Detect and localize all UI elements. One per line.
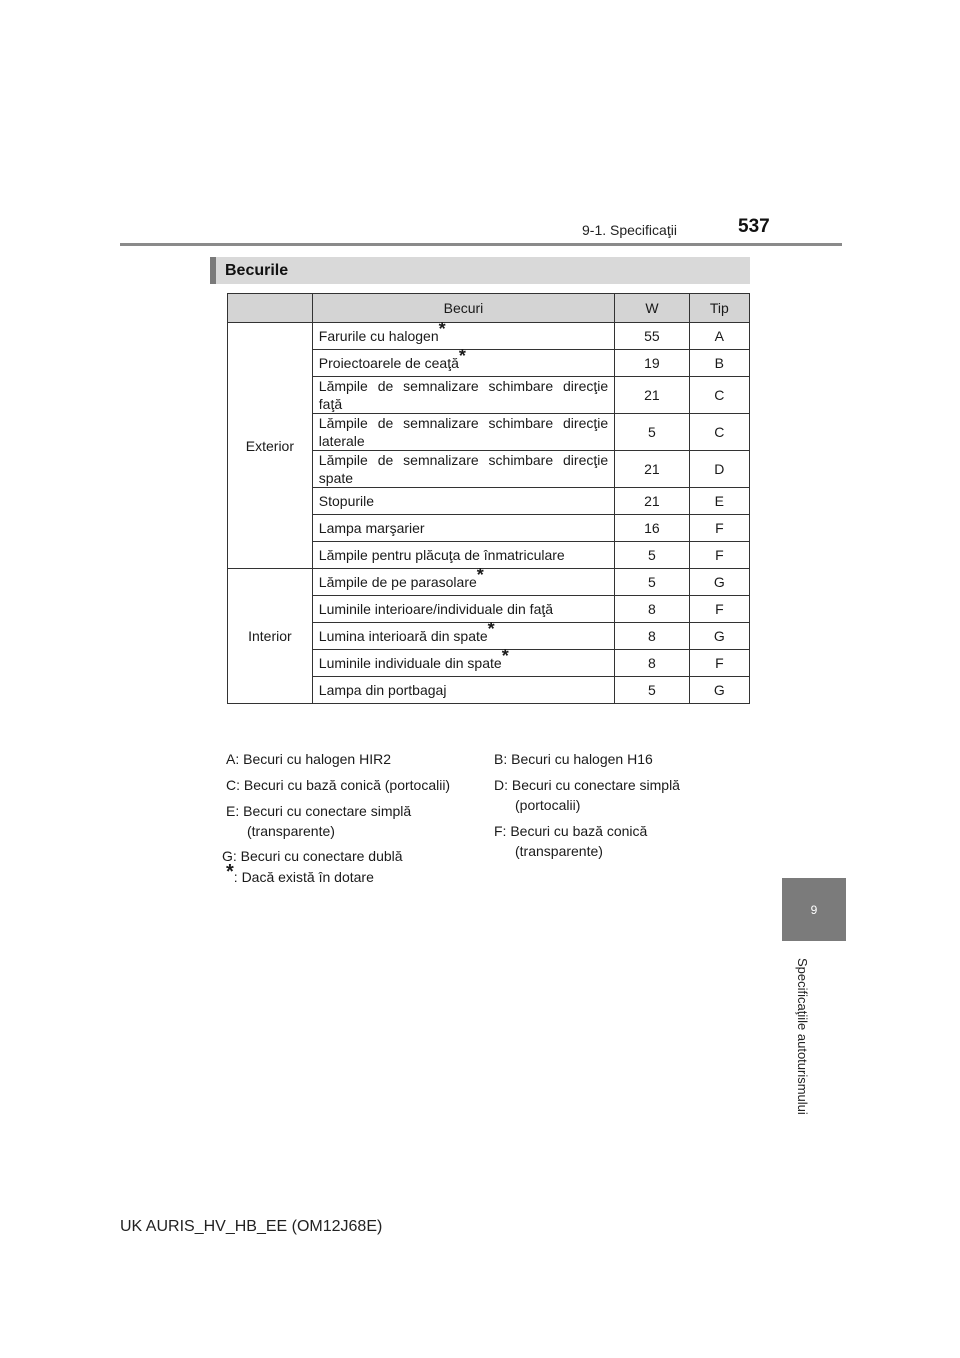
wattage-cell: 21 [615, 488, 690, 515]
wattage-cell: 8 [615, 623, 690, 650]
legend-c: C: Becuri cu bază conică (portocalii) [226, 777, 451, 793]
wattage-cell: 21 [615, 377, 690, 414]
legend-e-line1: E: Becuri cu conectare simplă [226, 803, 412, 819]
chapter-number: 9 [810, 902, 818, 917]
bulb-name-cell [312, 646, 614, 677]
legend-d-line1: D: Becuri cu conectare simplă [494, 777, 680, 793]
legend-f-line1: F: Becuri cu bază conică [494, 823, 648, 839]
table-row [228, 569, 750, 596]
bulbs-table [227, 293, 750, 704]
bulb-name: Farurile cu halogen [318, 328, 439, 344]
chapter-label: Specificaţiile autoturismului [795, 958, 810, 1115]
bulb-name-cell [312, 619, 614, 650]
footnote-marker: * [438, 319, 446, 339]
group-label: Interior [228, 569, 313, 704]
footnote-marker: * [476, 565, 484, 585]
header-group [228, 294, 313, 323]
wattage-cell: 5 [615, 542, 690, 569]
bulb-name: Proiectoarele de ceaţă [318, 355, 459, 371]
table-row [228, 323, 750, 350]
wattage-cell: 19 [615, 350, 690, 377]
footnote-marker: * [501, 646, 509, 666]
bulb-name: Lămpile de semnalizare schimbare direcţie laterale [318, 415, 609, 449]
bulb-name: Lămpile de pe parasolare [318, 574, 477, 590]
bulb-name: Stopurile [318, 493, 375, 509]
type-cell: E [689, 488, 749, 515]
header-type: Tip [689, 294, 749, 323]
footnote-text: : Dacă există în dotare [233, 869, 374, 885]
bulb-name-cell [312, 542, 614, 569]
chapter-tab[interactable] [782, 878, 846, 941]
bulb-name-cell [312, 377, 614, 414]
legend-f [494, 821, 647, 861]
wattage-cell: 21 [615, 451, 690, 488]
type-cell: G [689, 677, 749, 704]
bulb-name: Lămpile pentru plăcuţa de înmatriculare [318, 547, 565, 563]
footnote-marker: * [458, 346, 466, 366]
legend-g: G: Becuri cu conectare dublă [222, 848, 403, 864]
bulb-name-cell [312, 414, 614, 451]
bulb-name: Luminile interioare/individuale din faţă [318, 601, 554, 617]
type-cell: A [689, 323, 749, 350]
bulb-name: Lumina interioară din spate [318, 628, 488, 644]
type-cell: C [689, 414, 749, 451]
type-cell: G [689, 623, 749, 650]
legend-d [494, 775, 680, 815]
bulb-name: Lampa marşarier [318, 520, 425, 536]
page-number: 537 [738, 216, 770, 237]
type-cell: G [689, 569, 749, 596]
bulb-name-cell [312, 565, 614, 596]
bulb-name-cell [312, 596, 614, 623]
bulb-name: Lămpile de semnalizare schimbare direcţie faţă [318, 378, 609, 412]
footnote-marker: * [487, 619, 495, 639]
header-bulbs: Becuri [312, 294, 614, 323]
header-watt: W [615, 294, 690, 323]
section-title: Becurile [210, 257, 750, 284]
wattage-cell: 55 [615, 323, 690, 350]
type-cell: D [689, 451, 749, 488]
bulb-name-cell [312, 488, 614, 515]
document-code: UK AURIS_HV_HB_EE (OM12J68E) [120, 1218, 383, 1235]
type-cell: F [689, 515, 749, 542]
bulb-name-cell [312, 677, 614, 704]
legend-e-line2: (transparente) [247, 823, 335, 839]
bulb-name: Lămpile de semnalizare schimbare direcţie spate [318, 452, 609, 486]
legend-b: B: Becuri cu halogen H16 [494, 751, 653, 767]
type-cell: F [689, 542, 749, 569]
group-label: Exterior [228, 323, 313, 569]
wattage-cell: 8 [615, 596, 690, 623]
legend-f-line2: (transparente) [515, 843, 603, 859]
table-header-row [228, 294, 750, 323]
footnote [226, 861, 374, 885]
bulb-name: Lampa din portbagaj [318, 682, 447, 698]
header-divider [120, 243, 842, 246]
wattage-cell: 8 [615, 650, 690, 677]
section-heading: 9-1. Specificaţii [582, 222, 677, 238]
footnote-star: * [226, 861, 234, 883]
type-cell: F [689, 650, 749, 677]
type-cell: F [689, 596, 749, 623]
bulb-name-cell [312, 515, 614, 542]
type-cell: B [689, 350, 749, 377]
bulb-name-cell [312, 346, 614, 377]
legend-a: A: Becuri cu halogen HIR2 [226, 751, 391, 767]
bulb-name: Luminile individuale din spate [318, 655, 502, 671]
wattage-cell: 16 [615, 515, 690, 542]
wattage-cell: 5 [615, 569, 690, 596]
legend-d-line2: (portocalii) [515, 797, 581, 813]
wattage-cell: 5 [615, 677, 690, 704]
wattage-cell: 5 [615, 414, 690, 451]
type-cell: C [689, 377, 749, 414]
legend-e [226, 801, 411, 841]
bulb-name-cell [312, 451, 614, 488]
